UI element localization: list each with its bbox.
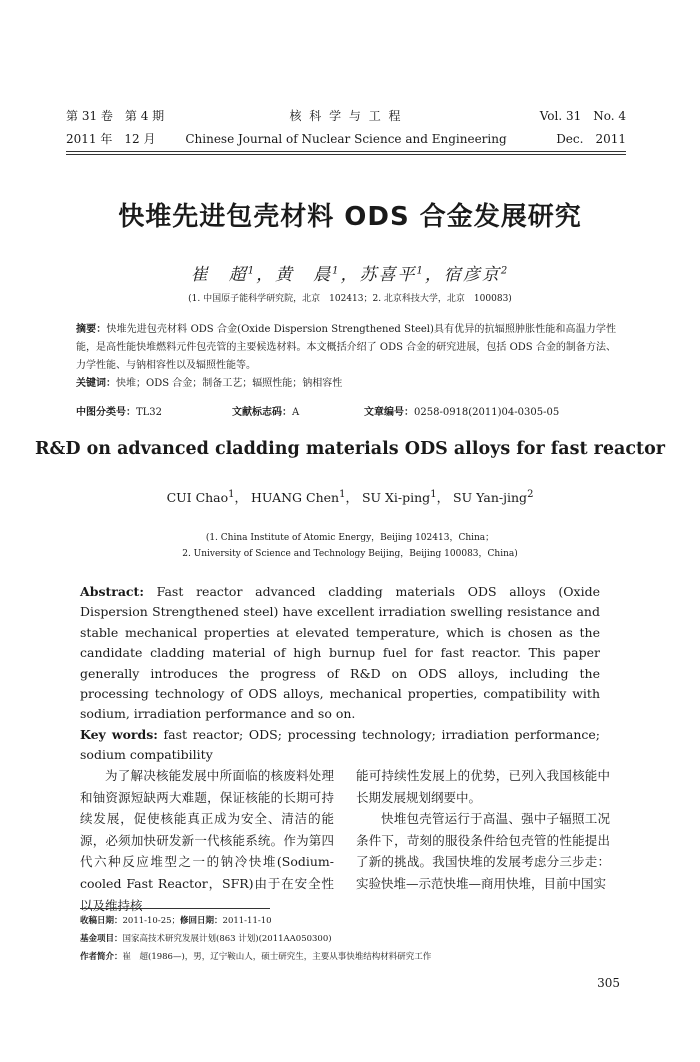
- author-affiliation-mark: 1: [332, 265, 341, 277]
- authors-zh: 崔 超$^1$，黄 晨$^1$，苏喜平$^1$，宿彦京$^2$: [190, 265, 510, 285]
- header-rule-bottom: [66, 154, 626, 155]
- author-affiliation-mark: 1: [339, 488, 346, 500]
- keywords-en-label: Key words:: [80, 726, 158, 742]
- article-number-label: 文章编号：: [364, 407, 414, 418]
- doc-code-label: 文献标志码：: [232, 407, 292, 418]
- author-en: SU Yan-jing: [453, 490, 528, 505]
- body-paragraph: 能可持续性发展上的优势，已列入我国核能中长期发展规划纲要中。: [356, 768, 610, 805]
- date-zh: 2011 年 12 月: [66, 132, 156, 146]
- fund-value: 国家高技术研究发展计划(863 计划)(2011AA050300): [122, 934, 332, 944]
- abstract-en: [80, 582, 600, 766]
- volume-issue-zh: 第 31 卷 第 4 期: [66, 109, 165, 123]
- author-bio-value: 崔 超(1986—)，男，辽宁鞍山人，硕士研究生，主要从事快堆结构材料研究工作: [122, 952, 432, 962]
- author-affiliation-mark: 1: [430, 488, 437, 500]
- author-en: SU Xi-ping: [361, 490, 431, 505]
- abstract-en-text: Fast reactor advanced cladding materials ODS alloys (Oxide Dispersion Strengthened steel) have excellent irradiation swelling resistance and stable mechanical properties at elevated temperature, which is chosen as the candidate cladding material of high burnup fuel for fast reactor. This paper generally introduces the progress of R&D on ODS alloys, including the processing technology of ODS alloys, mechanical properties, compatibility with sodium, irradiation performance and so on.: [80, 584, 600, 722]
- affiliation-zh: (1. 中国原子能科学研究院，北京 102413；2. 北京科技大学，北京 100083): [188, 294, 512, 304]
- received-label: 收稿日期：: [80, 916, 123, 926]
- footnote-author: [80, 950, 431, 964]
- affiliation-en-line2: 2. University of Science and Technology Beijing，Beijing 100083，China): [182, 549, 518, 559]
- keywords-zh-text: 快堆；ODS 合金；制备工艺；辐照性能；钠相容性: [116, 378, 343, 389]
- abstract-en-label: Abstract:: [80, 584, 144, 599]
- date-en: Dec. 2011: [556, 132, 626, 146]
- body-column-left: [80, 765, 334, 916]
- received-value: 2011-10-25；: [122, 916, 181, 926]
- page-number: 305: [597, 976, 620, 990]
- authors-en: CUI Chao$^1$， HUANG Chen$^1$， SU Xi-ping$^1$， SU Yan-jing$^2$: [166, 488, 534, 505]
- body-paragraph: 快堆包壳管运行于高温、强中子辐照工况条件下，苛刻的服役条件给包壳管的性能提出了新的挑战。我国快堆的发展考虑分三步走：实验快堆—示范快堆—商用快堆，目前中国实: [356, 811, 610, 891]
- paper-title-zh: 快堆先进包壳材料 ODS 合金发展研究: [118, 202, 582, 232]
- keywords-en: [80, 725, 600, 766]
- author-affiliation-mark: 2: [527, 488, 534, 500]
- affiliation-en-line1: (1. China Institute of Atomic Energy，Beijing 102413，China；: [205, 533, 495, 543]
- volume-issue-en: Vol. 31 No. 4: [539, 109, 626, 123]
- author-en: CUI Chao: [166, 490, 229, 505]
- body-column-right: [356, 765, 610, 895]
- doc-code-value: A: [292, 407, 300, 418]
- article-number: [364, 404, 559, 422]
- paper-title-en: R&D on advanced cladding materials ODS alloys for fast reactor: [34, 439, 666, 459]
- abstract-zh-body: [76, 321, 616, 375]
- keywords-en-text: fast reactor; ODS; processing technology; irradiation performance; sodium compatibility: [80, 726, 601, 763]
- body-paragraph: 为了解决核能发展中所面临的核废料处理和铀资源短缺两大难题，保证核能的长期可持续发展，促使核能真正成为安全、清洁的能源，必须加快研发新一代核能系统。作为第四代六种反应堆型之一的钠冷快堆(Sodium-cooled Fast Reactor，SFR)由于在安全性以及维持核: [80, 768, 334, 913]
- keywords-zh: [76, 375, 616, 393]
- author-affiliation-mark: 1: [247, 265, 257, 277]
- abstract-zh-text: 快堆先进包壳材料 ODS 合金(Oxide Dispersion Strengthened Steel)具有优异的抗辐照肿胀性能和高温力学性能，是高性能快堆燃料元件包壳管的主要候选材料。本文概括介绍了 ODS 合金的研究进展，包括 ODS 合金的制备方法、力学性能、与钠相容性以及辐照性能等。: [76, 324, 617, 371]
- revised-label: 修回日期：: [180, 916, 223, 926]
- article-number-value: 0258-0918(2011)04-0305-05: [414, 407, 560, 418]
- abstract-zh-label: 摘要：: [76, 324, 107, 335]
- keywords-zh-label: 关键词：: [76, 378, 116, 389]
- clc-label: 中图分类号：: [76, 407, 136, 418]
- clc-value: TL32: [136, 407, 163, 418]
- header-rule-top: [66, 151, 626, 152]
- author-bio-label: 作者简介：: [80, 952, 123, 962]
- running-header-row2: [66, 129, 626, 149]
- doc-code: [232, 404, 299, 422]
- author-affiliation-mark: 1: [228, 488, 235, 500]
- journal-name-zh: 核 科 学 与 工 程: [289, 109, 403, 123]
- fund-label: 基金项目：: [80, 934, 123, 944]
- running-header-row1: [66, 106, 626, 126]
- abstract-en-body: [80, 582, 600, 725]
- abstract-zh: [76, 321, 616, 393]
- author-zh: 宿彦京: [443, 265, 501, 285]
- clc-number: [76, 404, 162, 422]
- author-affiliation-mark: 1: [416, 265, 425, 277]
- author-zh: 崔 超: [190, 265, 248, 285]
- author-zh: 苏喜平: [359, 265, 417, 285]
- author-en: HUANG Chen: [251, 490, 340, 505]
- author-zh: 黄 晨: [275, 265, 333, 285]
- journal-name-en: Chinese Journal of Nuclear Science and Engineering: [185, 132, 507, 146]
- footnote-rule: [80, 908, 270, 909]
- revised-value: 2011-11-10: [222, 916, 272, 926]
- author-affiliation-mark: 2: [500, 265, 510, 277]
- footnote-fund: [80, 932, 332, 946]
- footnote-dates: [80, 914, 272, 928]
